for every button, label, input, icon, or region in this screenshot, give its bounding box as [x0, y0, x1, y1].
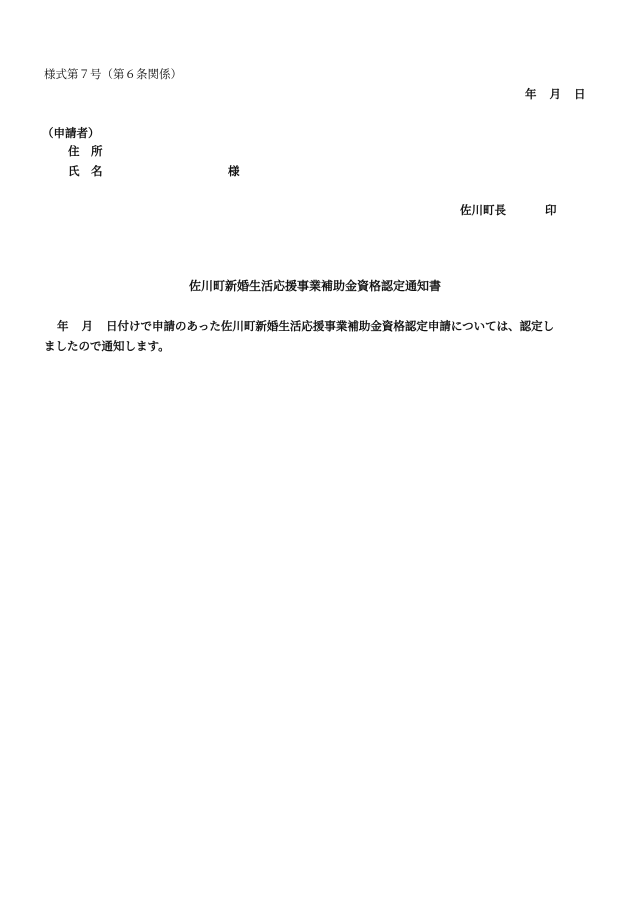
name-label: 氏 名 [68, 164, 103, 178]
body-year-label: 年 [57, 319, 69, 333]
date-month-label: 月 [549, 87, 561, 101]
form-number: 様式第７号（第６条関係） [44, 67, 182, 81]
seal-mark: 印 [545, 203, 557, 217]
address-label: 住 所 [68, 144, 103, 158]
body-month-label: 月 [81, 319, 93, 333]
applicant-heading: （申請者） [42, 126, 100, 140]
document-title: 佐川町新婚生活応援事業補助金資格認定通知書 [188, 279, 441, 293]
date-line [525, 87, 586, 101]
body-line-1-text: 日付けで申請のあった佐川町新婚生活応援事業補助金資格認定申請については、認定し [106, 319, 555, 333]
body-text-line-2: ましたので通知します。 [44, 339, 170, 353]
date-day-label: 日 [574, 87, 586, 101]
body-text-line-1 [57, 319, 554, 333]
date-year-label: 年 [525, 87, 537, 101]
honorific-sama: 様 [228, 164, 240, 178]
issuer-title: 佐川町長 [460, 203, 506, 217]
